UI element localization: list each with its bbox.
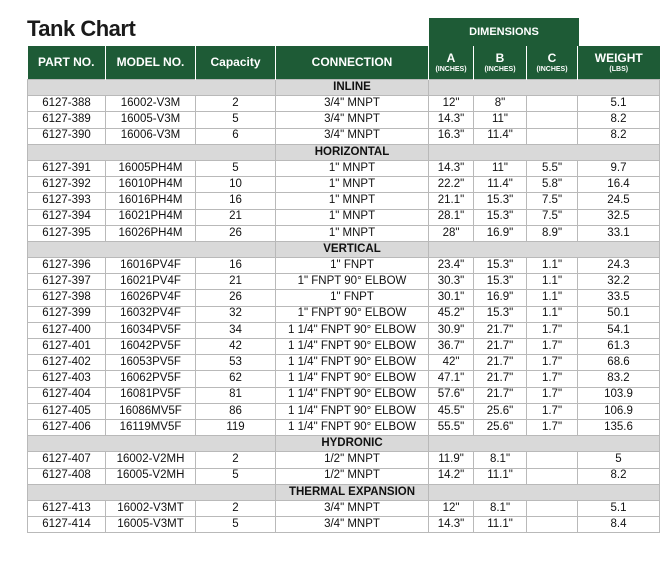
- col-weight-label: WEIGHT: [594, 50, 643, 65]
- section-spacer: [429, 241, 660, 257]
- cell-part-no: 6127-391: [28, 160, 106, 176]
- cell-weight: 83.2: [578, 371, 660, 387]
- cell-model-no: 16010PH4M: [106, 177, 196, 193]
- section-spacer: [429, 484, 660, 500]
- cell-connection: 3/4" MNPT: [276, 500, 429, 516]
- cell-part-no: 6127-405: [28, 403, 106, 419]
- cell-connection: 1 1/4" FNPT 90° ELBOW: [276, 339, 429, 355]
- cell-dim-c: 1.1": [527, 290, 578, 306]
- cell-part-no: 6127-388: [28, 96, 106, 112]
- section-spacer: [28, 241, 276, 257]
- table-row: [28, 387, 660, 403]
- cell-connection: 1 1/4" FNPT 90° ELBOW: [276, 387, 429, 403]
- cell-capacity: 16: [196, 193, 276, 209]
- col-dim-b: [474, 46, 527, 80]
- cell-dim-a: 14.3": [429, 517, 474, 533]
- cell-connection: 1" MNPT: [276, 193, 429, 209]
- cell-weight: 16.4: [578, 177, 660, 193]
- cell-dim-b: 15.3": [474, 209, 527, 225]
- cell-capacity: 2: [196, 452, 276, 468]
- cell-model-no: 16002-V2MH: [106, 452, 196, 468]
- cell-connection: 3/4" MNPT: [276, 517, 429, 533]
- cell-weight: 8.2: [578, 128, 660, 144]
- dimensions-header: DIMENSIONS: [429, 18, 579, 46]
- cell-connection: 1/2" MNPT: [276, 468, 429, 484]
- cell-weight: 9.7: [578, 160, 660, 176]
- cell-dim-a: 42": [429, 355, 474, 371]
- cell-dim-b: 8": [474, 96, 527, 112]
- cell-dim-b: 25.6": [474, 419, 527, 435]
- cell-connection: 1" FNPT 90° ELBOW: [276, 274, 429, 290]
- cell-model-no: 16062PV5F: [106, 371, 196, 387]
- table-row: [28, 112, 660, 128]
- cell-dim-c: 7.5": [527, 193, 578, 209]
- table-row: [28, 274, 660, 290]
- cell-part-no: 6127-414: [28, 517, 106, 533]
- table-row: [28, 517, 660, 533]
- cell-capacity: 26: [196, 290, 276, 306]
- table-row: [28, 177, 660, 193]
- cell-dim-c: [527, 452, 578, 468]
- cell-part-no: 6127-402: [28, 355, 106, 371]
- cell-dim-a: 14.2": [429, 468, 474, 484]
- cell-capacity: 53: [196, 355, 276, 371]
- cell-dim-c: 1.1": [527, 274, 578, 290]
- col-connection: CONNECTION: [276, 46, 429, 80]
- cell-dim-b: 11.4": [474, 177, 527, 193]
- cell-dim-b: 21.7": [474, 371, 527, 387]
- cell-connection: 1" MNPT: [276, 160, 429, 176]
- cell-connection: 3/4" MNPT: [276, 96, 429, 112]
- cell-dim-a: 11.9": [429, 452, 474, 468]
- cell-dim-a: 23.4": [429, 258, 474, 274]
- col-dim-c-label: C: [547, 50, 557, 65]
- table-row: [28, 452, 660, 468]
- cell-part-no: 6127-403: [28, 371, 106, 387]
- cell-dim-a: 22.2": [429, 177, 474, 193]
- cell-connection: 1" FNPT: [276, 258, 429, 274]
- cell-dim-a: 28": [429, 225, 474, 241]
- cell-dim-b: 25.6": [474, 403, 527, 419]
- cell-connection: 1 1/4" FNPT 90° ELBOW: [276, 403, 429, 419]
- cell-connection: 1" FNPT: [276, 290, 429, 306]
- cell-dim-b: 11.4": [474, 128, 527, 144]
- cell-dim-a: 12": [429, 96, 474, 112]
- cell-weight: 5.1: [578, 500, 660, 516]
- table-row: [28, 419, 660, 435]
- cell-connection: 1 1/4" FNPT 90° ELBOW: [276, 355, 429, 371]
- cell-weight: 106.9: [578, 403, 660, 419]
- col-weight: [578, 46, 660, 80]
- cell-model-no: 16002-V3MT: [106, 500, 196, 516]
- section-title: VERTICAL: [276, 241, 429, 257]
- section-spacer: [28, 144, 276, 160]
- table-row: [28, 371, 660, 387]
- cell-capacity: 32: [196, 306, 276, 322]
- cell-dim-c: [527, 468, 578, 484]
- table-row: [28, 258, 660, 274]
- cell-dim-c: [527, 96, 578, 112]
- cell-dim-a: 36.7": [429, 339, 474, 355]
- cell-dim-a: 16.3": [429, 128, 474, 144]
- cell-model-no: 16005-V2MH: [106, 468, 196, 484]
- section-spacer: [429, 436, 660, 452]
- table-row: [28, 403, 660, 419]
- cell-model-no: 16005PH4M: [106, 160, 196, 176]
- cell-dim-c: [527, 112, 578, 128]
- cell-model-no: 16016PH4M: [106, 193, 196, 209]
- cell-dim-c: 1.1": [527, 258, 578, 274]
- cell-dim-b: 16.9": [474, 225, 527, 241]
- cell-capacity: 2: [196, 96, 276, 112]
- cell-connection: 3/4" MNPT: [276, 112, 429, 128]
- cell-model-no: 16026PH4M: [106, 225, 196, 241]
- cell-dim-a: 45.2": [429, 306, 474, 322]
- cell-capacity: 81: [196, 387, 276, 403]
- cell-capacity: 2: [196, 500, 276, 516]
- cell-capacity: 5: [196, 468, 276, 484]
- cell-dim-a: 47.1": [429, 371, 474, 387]
- cell-connection: 1" MNPT: [276, 209, 429, 225]
- cell-capacity: 26: [196, 225, 276, 241]
- section-spacer: [28, 80, 276, 96]
- section-row: [28, 144, 660, 160]
- table-row: [28, 209, 660, 225]
- cell-connection: 1 1/4" FNPT 90° ELBOW: [276, 322, 429, 338]
- cell-model-no: 16081PV5F: [106, 387, 196, 403]
- cell-dim-b: 11.1": [474, 468, 527, 484]
- cell-part-no: 6127-401: [28, 339, 106, 355]
- col-capacity: Capacity: [196, 46, 276, 80]
- cell-dim-a: 55.5": [429, 419, 474, 435]
- section-spacer: [429, 80, 660, 96]
- table-row: [28, 468, 660, 484]
- cell-dim-b: 8.1": [474, 500, 527, 516]
- cell-dim-c: 1.1": [527, 306, 578, 322]
- section-spacer: [28, 436, 276, 452]
- cell-dim-a: 30.1": [429, 290, 474, 306]
- cell-dim-c: 8.9": [527, 225, 578, 241]
- cell-model-no: 16005-V3M: [106, 112, 196, 128]
- cell-weight: 24.3: [578, 258, 660, 274]
- cell-weight: 32.5: [578, 209, 660, 225]
- col-weight-unit: (LBS): [609, 66, 629, 74]
- table-row: [28, 225, 660, 241]
- cell-dim-c: 5.5": [527, 160, 578, 176]
- cell-model-no: 16005-V3MT: [106, 517, 196, 533]
- section-row: [28, 484, 660, 500]
- cell-capacity: 5: [196, 160, 276, 176]
- cell-dim-b: 15.3": [474, 193, 527, 209]
- cell-dim-b: 15.3": [474, 258, 527, 274]
- cell-dim-a: 30.9": [429, 322, 474, 338]
- table-row: [28, 193, 660, 209]
- cell-weight: 54.1: [578, 322, 660, 338]
- cell-part-no: 6127-404: [28, 387, 106, 403]
- cell-dim-a: 21.1": [429, 193, 474, 209]
- cell-model-no: 16032PV4F: [106, 306, 196, 322]
- cell-capacity: 5: [196, 517, 276, 533]
- col-dim-a-unit: (INCHES): [435, 66, 467, 74]
- col-dim-b-unit: (INCHES): [484, 66, 516, 74]
- cell-dim-c: 1.7": [527, 322, 578, 338]
- col-dim-a: [429, 46, 474, 80]
- section-spacer: [429, 144, 660, 160]
- cell-dim-c: 1.7": [527, 387, 578, 403]
- table-row: [28, 96, 660, 112]
- table-row: [28, 339, 660, 355]
- cell-dim-a: 14.3": [429, 112, 474, 128]
- cell-weight: 103.9: [578, 387, 660, 403]
- cell-capacity: 21: [196, 274, 276, 290]
- cell-weight: 5.1: [578, 96, 660, 112]
- cell-part-no: 6127-389: [28, 112, 106, 128]
- cell-model-no: 16034PV5F: [106, 322, 196, 338]
- col-dim-a-label: A: [446, 50, 456, 65]
- cell-dim-c: [527, 500, 578, 516]
- header-row: [28, 46, 660, 80]
- cell-weight: 68.6: [578, 355, 660, 371]
- cell-model-no: 16002-V3M: [106, 96, 196, 112]
- table-row: [28, 290, 660, 306]
- cell-model-no: 16006-V3M: [106, 128, 196, 144]
- cell-weight: 8.4: [578, 517, 660, 533]
- section-title: THERMAL EXPANSION: [276, 484, 429, 500]
- cell-connection: 1 1/4" FNPT 90° ELBOW: [276, 419, 429, 435]
- cell-part-no: 6127-408: [28, 468, 106, 484]
- cell-dim-c: [527, 128, 578, 144]
- cell-dim-a: 12": [429, 500, 474, 516]
- table-row: [28, 500, 660, 516]
- table-row: [28, 306, 660, 322]
- cell-weight: 33.1: [578, 225, 660, 241]
- cell-part-no: 6127-400: [28, 322, 106, 338]
- cell-dim-b: 21.7": [474, 322, 527, 338]
- cell-part-no: 6127-390: [28, 128, 106, 144]
- cell-dim-b: 21.7": [474, 339, 527, 355]
- table-row: [28, 355, 660, 371]
- cell-capacity: 86: [196, 403, 276, 419]
- cell-part-no: 6127-395: [28, 225, 106, 241]
- cell-dim-a: 30.3": [429, 274, 474, 290]
- section-row: [28, 436, 660, 452]
- table-body: [28, 80, 660, 533]
- cell-capacity: 119: [196, 419, 276, 435]
- cell-dim-b: 8.1": [474, 452, 527, 468]
- cell-part-no: 6127-393: [28, 193, 106, 209]
- cell-connection: 3/4" MNPT: [276, 128, 429, 144]
- cell-dim-c: 7.5": [527, 209, 578, 225]
- section-title: INLINE: [276, 80, 429, 96]
- cell-dim-b: 11": [474, 112, 527, 128]
- cell-dim-a: 45.5": [429, 403, 474, 419]
- cell-dim-c: 1.7": [527, 371, 578, 387]
- cell-weight: 8.2: [578, 112, 660, 128]
- cell-capacity: 16: [196, 258, 276, 274]
- cell-part-no: 6127-406: [28, 419, 106, 435]
- cell-dim-c: [527, 517, 578, 533]
- section-title: HYDRONIC: [276, 436, 429, 452]
- cell-part-no: 6127-398: [28, 290, 106, 306]
- cell-dim-b: 11": [474, 160, 527, 176]
- cell-model-no: 16016PV4F: [106, 258, 196, 274]
- cell-model-no: 16119MV5F: [106, 419, 196, 435]
- cell-connection: 1 1/4" FNPT 90° ELBOW: [276, 371, 429, 387]
- cell-model-no: 16086MV5F: [106, 403, 196, 419]
- tank-chart-table: [27, 46, 660, 533]
- cell-dim-c: 1.7": [527, 403, 578, 419]
- cell-capacity: 10: [196, 177, 276, 193]
- cell-part-no: 6127-407: [28, 452, 106, 468]
- cell-dim-b: 16.9": [474, 290, 527, 306]
- cell-weight: 5: [578, 452, 660, 468]
- cell-model-no: 16053PV5F: [106, 355, 196, 371]
- cell-connection: 1" FNPT 90° ELBOW: [276, 306, 429, 322]
- cell-part-no: 6127-396: [28, 258, 106, 274]
- cell-model-no: 16021PV4F: [106, 274, 196, 290]
- cell-dim-a: 14.3": [429, 160, 474, 176]
- col-model-no: MODEL NO.: [106, 46, 196, 80]
- section-row: [28, 241, 660, 257]
- section-title: HORIZONTAL: [276, 144, 429, 160]
- cell-part-no: 6127-413: [28, 500, 106, 516]
- cell-weight: 33.5: [578, 290, 660, 306]
- cell-dim-a: 57.6": [429, 387, 474, 403]
- cell-capacity: 34: [196, 322, 276, 338]
- cell-part-no: 6127-392: [28, 177, 106, 193]
- page-title: Tank Chart: [27, 16, 136, 41]
- cell-capacity: 42: [196, 339, 276, 355]
- cell-dim-b: 15.3": [474, 274, 527, 290]
- cell-capacity: 5: [196, 112, 276, 128]
- cell-dim-b: 21.7": [474, 387, 527, 403]
- cell-capacity: 62: [196, 371, 276, 387]
- section-row: [28, 80, 660, 96]
- cell-dim-a: 28.1": [429, 209, 474, 225]
- cell-weight: 32.2: [578, 274, 660, 290]
- cell-weight: 24.5: [578, 193, 660, 209]
- cell-weight: 135.6: [578, 419, 660, 435]
- cell-dim-c: 1.7": [527, 419, 578, 435]
- cell-dim-b: 11.1": [474, 517, 527, 533]
- cell-connection: 1" MNPT: [276, 225, 429, 241]
- cell-part-no: 6127-397: [28, 274, 106, 290]
- col-dim-c: [527, 46, 578, 80]
- cell-part-no: 6127-399: [28, 306, 106, 322]
- cell-dim-c: 5.8": [527, 177, 578, 193]
- cell-model-no: 16021PH4M: [106, 209, 196, 225]
- col-part-no: PART NO.: [28, 46, 106, 80]
- cell-dim-b: 15.3": [474, 306, 527, 322]
- cell-dim-c: 1.7": [527, 339, 578, 355]
- cell-dim-b: 21.7": [474, 355, 527, 371]
- table-row: [28, 128, 660, 144]
- cell-weight: 50.1: [578, 306, 660, 322]
- cell-model-no: 16042PV5F: [106, 339, 196, 355]
- cell-model-no: 16026PV4F: [106, 290, 196, 306]
- cell-dim-c: 1.7": [527, 355, 578, 371]
- section-spacer: [28, 484, 276, 500]
- cell-connection: 1" MNPT: [276, 177, 429, 193]
- col-dim-c-unit: (INCHES): [536, 66, 568, 74]
- cell-part-no: 6127-394: [28, 209, 106, 225]
- table-row: [28, 322, 660, 338]
- cell-capacity: 21: [196, 209, 276, 225]
- cell-capacity: 6: [196, 128, 276, 144]
- cell-weight: 61.3: [578, 339, 660, 355]
- cell-connection: 1/2" MNPT: [276, 452, 429, 468]
- col-dim-b-label: B: [495, 50, 505, 65]
- table-row: [28, 160, 660, 176]
- cell-weight: 8.2: [578, 468, 660, 484]
